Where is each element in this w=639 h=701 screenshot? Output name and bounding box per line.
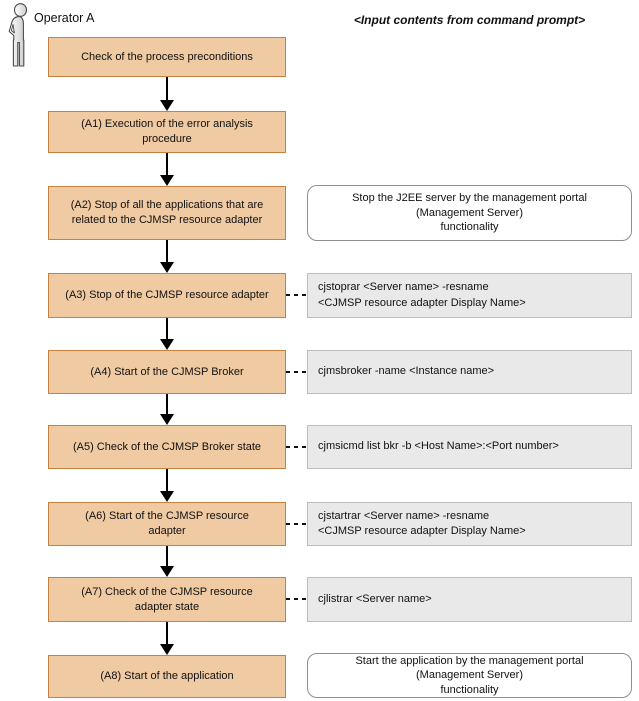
step-box-a1 [48, 111, 286, 153]
step-label: (A6) Start of the CJMSP resource adapter [85, 510, 249, 537]
command-line: cjmsbroker -name <Instance name> [318, 365, 495, 378]
flow-arrow-down-icon [160, 546, 174, 577]
step-box-a2 [48, 186, 286, 240]
step-box-a6 [48, 502, 286, 546]
command-note-a7 [307, 577, 632, 622]
flow-arrow-down-icon [160, 153, 174, 186]
command-line: cjstartrar <Server name> -resname [318, 509, 490, 522]
step-box-a5 [48, 425, 286, 469]
command-line: <CJMSP resource adapter Display Name> [318, 525, 526, 537]
portal-note-line: (Management Server) [416, 206, 523, 219]
step-box-a7 [48, 577, 286, 622]
command-line: cjstoprar <Server name> -resname [318, 281, 489, 294]
command-note-a5 [307, 425, 632, 469]
command-line: <CJMSP resource adapter Display Name> [318, 296, 526, 309]
portal-note-line: (Management Server) [416, 669, 523, 682]
dashed-connector-a5 [286, 446, 308, 448]
step-label: (A1) Execution of the error analysis procedure [81, 118, 253, 145]
portal-note-line: functionality [440, 683, 499, 696]
flow-arrow-down-icon [160, 622, 174, 655]
flow-arrow-down-icon [160, 77, 174, 111]
operator-person-icon [6, 3, 34, 71]
dashed-connector-a6 [286, 523, 308, 525]
command-line: cjmsicmd list bkr -b <Host Name>:<Port number> [318, 440, 559, 453]
command-note-a6 [307, 502, 632, 546]
command-line: cjlistrar <Server name> [318, 592, 432, 605]
dashed-connector-a7 [286, 598, 308, 600]
step-label: (A2) Stop of all the applications that are related to the CJMSP resource adapter [70, 199, 264, 226]
dashed-connector-a3 [286, 294, 308, 296]
step-box-preconditions [48, 37, 286, 77]
portal-note-line: Stop the J2EE server by the management portal [352, 192, 587, 205]
step-label: (A5) Check of the CJMSP Broker state [72, 440, 262, 453]
step-box-a4 [48, 350, 286, 394]
flow-arrow-down-icon [160, 240, 174, 273]
step-box-a8 [48, 655, 286, 698]
flow-arrow-down-icon [160, 318, 174, 350]
command-note-a4 [307, 350, 632, 394]
flow-arrow-down-icon [160, 469, 174, 502]
portal-note-a8 [307, 653, 632, 698]
command-note-a3 [307, 273, 632, 318]
input-column-title: <Input contents from command prompt> [353, 13, 586, 27]
step-label: (A8) Start of the application [100, 670, 234, 683]
portal-note-line: functionality [440, 221, 499, 234]
step-label: (A7) Check of the CJMSP resource adapter state [81, 585, 253, 613]
portal-note-a2 [307, 185, 632, 241]
step-box-a3 [48, 273, 286, 318]
operator-label: Operator A [34, 11, 95, 25]
flow-arrow-down-icon [160, 394, 174, 425]
step-label: (A3) Stop of the CJMSP resource adapter [65, 289, 269, 302]
dashed-connector-a4 [286, 371, 308, 373]
step-label: Check of the process preconditions [81, 50, 253, 63]
portal-note-line: Start the application by the management portal [355, 654, 584, 667]
step-label: (A4) Start of the CJMSP Broker [90, 365, 244, 378]
